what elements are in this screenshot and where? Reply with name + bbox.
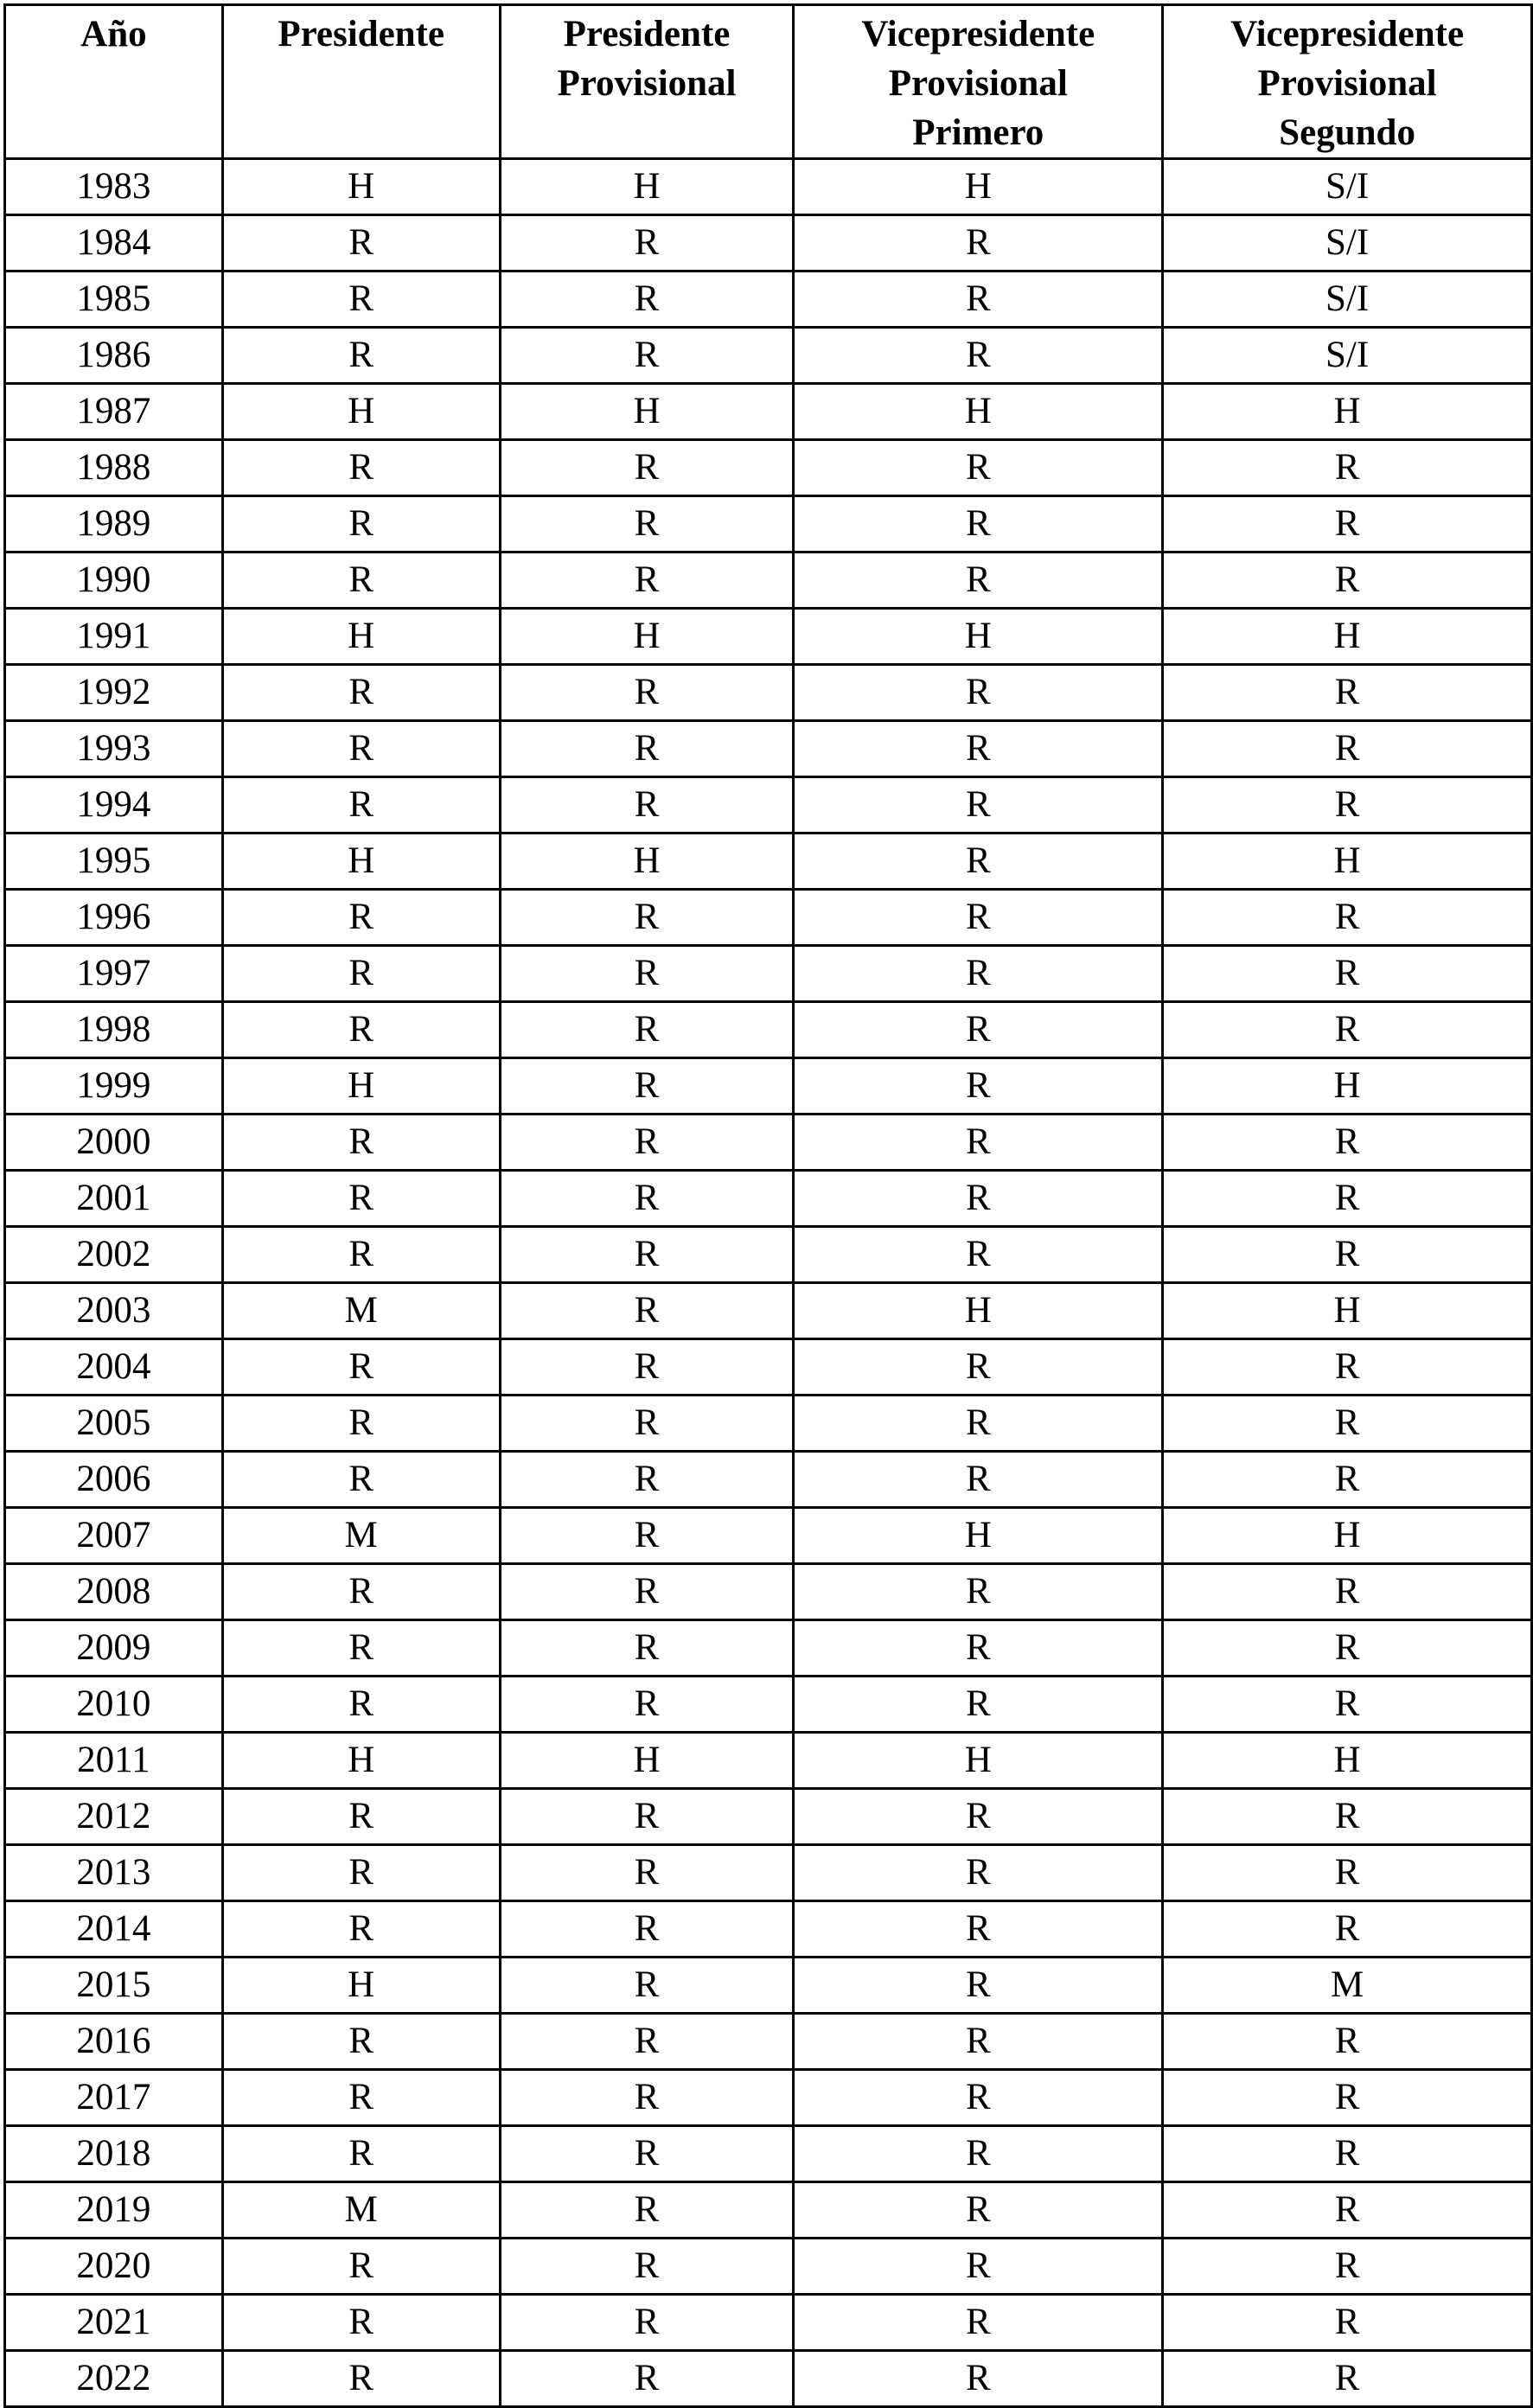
table-row — [5, 2182, 1532, 2239]
cell-vicepresidente-primero: R — [794, 1564, 1163, 1620]
cell-vicepresidente-segundo: S/I — [1163, 159, 1532, 215]
cell-vicepresidente-primero: R — [794, 1789, 1163, 1845]
cell-vicepresidente-segundo: R — [1163, 1227, 1532, 1283]
cell-presidente: H — [222, 159, 500, 215]
cell-ano: 2020 — [5, 2239, 223, 2295]
header-cell-presidente: Presidente — [222, 5, 500, 159]
cell-presidente-provisional: R — [500, 1396, 794, 1452]
cell-ano: 1997 — [5, 946, 223, 1002]
table-body — [5, 159, 1532, 2407]
cell-presidente: H — [222, 384, 500, 440]
cell-vicepresidente-segundo: R — [1163, 1564, 1532, 1620]
cell-vicepresidente-segundo: R — [1163, 2014, 1532, 2070]
table-row — [5, 1171, 1532, 1227]
cell-ano: 2018 — [5, 2126, 223, 2182]
cell-vicepresidente-primero: R — [794, 1452, 1163, 1508]
cell-vicepresidente-segundo: R — [1163, 665, 1532, 721]
cell-vicepresidente-primero: H — [794, 1733, 1163, 1789]
table-row — [5, 328, 1532, 384]
cell-vicepresidente-segundo: R — [1163, 2351, 1532, 2407]
cell-vicepresidente-primero: R — [794, 2239, 1163, 2295]
cell-vicepresidente-primero: R — [794, 1227, 1163, 1283]
cell-vicepresidente-primero: H — [794, 1283, 1163, 1339]
cell-vicepresidente-primero: R — [794, 721, 1163, 777]
cell-ano: 2007 — [5, 1508, 223, 1564]
table-row — [5, 2014, 1532, 2070]
cell-vicepresidente-primero: R — [794, 2126, 1163, 2182]
cell-presidente-provisional: R — [500, 2351, 794, 2407]
cell-vicepresidente-segundo: R — [1163, 1620, 1532, 1677]
cell-presidente: M — [222, 2182, 500, 2239]
cell-ano: 1984 — [5, 215, 223, 271]
cell-presidente-provisional: R — [500, 1115, 794, 1171]
cell-ano: 1988 — [5, 440, 223, 496]
table-row — [5, 271, 1532, 328]
cell-presidente: H — [222, 609, 500, 665]
cell-vicepresidente-segundo: S/I — [1163, 215, 1532, 271]
table-row — [5, 159, 1532, 215]
cell-presidente: H — [222, 1058, 500, 1115]
cell-vicepresidente-primero: R — [794, 2295, 1163, 2351]
cell-presidente: R — [222, 1620, 500, 1677]
cell-presidente-provisional: R — [500, 1789, 794, 1845]
cell-presidente: R — [222, 2070, 500, 2126]
cell-presidente-provisional: R — [500, 2014, 794, 2070]
cell-presidente-provisional: R — [500, 890, 794, 946]
cell-vicepresidente-primero: R — [794, 946, 1163, 1002]
table-row — [5, 1058, 1532, 1115]
cell-presidente: H — [222, 1733, 500, 1789]
cell-presidente: R — [222, 2295, 500, 2351]
cell-presidente-provisional: R — [500, 1845, 794, 1901]
cell-presidente-provisional: H — [500, 834, 794, 890]
cell-presidente: R — [222, 496, 500, 552]
cell-presidente: R — [222, 946, 500, 1002]
cell-presidente-provisional: R — [500, 1958, 794, 2014]
header-cell-presidente-provisional: Presidente Provisional — [500, 5, 794, 159]
cell-vicepresidente-primero: H — [794, 384, 1163, 440]
cell-vicepresidente-primero: R — [794, 496, 1163, 552]
cell-vicepresidente-segundo: R — [1163, 1901, 1532, 1958]
cell-presidente-provisional: R — [500, 1171, 794, 1227]
cell-vicepresidente-segundo: R — [1163, 1339, 1532, 1396]
cell-ano: 1983 — [5, 159, 223, 215]
cell-vicepresidente-primero: R — [794, 665, 1163, 721]
cell-vicepresidente-primero: R — [794, 328, 1163, 384]
table-row — [5, 552, 1532, 609]
cell-ano: 1991 — [5, 609, 223, 665]
table-row — [5, 1115, 1532, 1171]
table-row — [5, 1958, 1532, 2014]
cell-vicepresidente-segundo: H — [1163, 609, 1532, 665]
cell-ano: 2005 — [5, 1396, 223, 1452]
table-row — [5, 1901, 1532, 1958]
cell-vicepresidente-segundo: H — [1163, 1733, 1532, 1789]
cell-presidente: R — [222, 2014, 500, 2070]
cell-presidente-provisional: R — [500, 496, 794, 552]
table-row — [5, 384, 1532, 440]
cell-presidente-provisional: R — [500, 440, 794, 496]
cell-presidente: R — [222, 1845, 500, 1901]
cell-presidente-provisional: R — [500, 1901, 794, 1958]
cell-presidente: R — [222, 1171, 500, 1227]
cell-presidente: H — [222, 834, 500, 890]
cell-presidente: R — [222, 665, 500, 721]
cell-vicepresidente-segundo: R — [1163, 1452, 1532, 1508]
cell-vicepresidente-primero: R — [794, 1002, 1163, 1058]
cell-presidente-provisional: R — [500, 215, 794, 271]
cell-presidente-provisional: R — [500, 1002, 794, 1058]
header-cell-ano: Año — [5, 5, 223, 159]
cell-presidente: R — [222, 1227, 500, 1283]
cell-vicepresidente-primero: R — [794, 271, 1163, 328]
cell-vicepresidente-segundo: S/I — [1163, 271, 1532, 328]
cell-vicepresidente-segundo: R — [1163, 946, 1532, 1002]
cell-ano: 2016 — [5, 2014, 223, 2070]
cell-presidente-provisional: R — [500, 2126, 794, 2182]
cell-vicepresidente-primero: R — [794, 834, 1163, 890]
cell-ano: 1998 — [5, 1002, 223, 1058]
cell-ano: 2019 — [5, 2182, 223, 2239]
cell-vicepresidente-segundo: R — [1163, 552, 1532, 609]
cell-ano: 2009 — [5, 1620, 223, 1677]
cell-vicepresidente-primero: R — [794, 1620, 1163, 1677]
table-row — [5, 834, 1532, 890]
cell-presidente: R — [222, 721, 500, 777]
cell-presidente-provisional: R — [500, 1339, 794, 1396]
cell-presidente: R — [222, 271, 500, 328]
cell-presidente-provisional: R — [500, 1058, 794, 1115]
cell-presidente-provisional: R — [500, 1227, 794, 1283]
table-row — [5, 1396, 1532, 1452]
cell-presidente: R — [222, 1339, 500, 1396]
cell-presidente-provisional: H — [500, 384, 794, 440]
header-cell-vicepresidente-segundo: Vicepresidente Provisional Segundo — [1163, 5, 1532, 159]
cell-vicepresidente-primero: R — [794, 1339, 1163, 1396]
cell-vicepresidente-primero: R — [794, 1115, 1163, 1171]
cell-ano: 1994 — [5, 777, 223, 834]
table-row — [5, 2070, 1532, 2126]
cell-vicepresidente-segundo: R — [1163, 2070, 1532, 2126]
cell-presidente: R — [222, 2126, 500, 2182]
cell-presidente-provisional: R — [500, 552, 794, 609]
cell-vicepresidente-segundo: R — [1163, 440, 1532, 496]
cell-ano: 1985 — [5, 271, 223, 328]
cell-presidente-provisional: R — [500, 1508, 794, 1564]
cell-vicepresidente-primero: H — [794, 1508, 1163, 1564]
cell-presidente: R — [222, 552, 500, 609]
cell-presidente: R — [222, 1677, 500, 1733]
cell-vicepresidente-segundo: H — [1163, 384, 1532, 440]
table-row — [5, 946, 1532, 1002]
cell-presidente: R — [222, 215, 500, 271]
cell-presidente-provisional: R — [500, 2182, 794, 2239]
table-row — [5, 1002, 1532, 1058]
table-row — [5, 1508, 1532, 1564]
cell-presidente: R — [222, 1002, 500, 1058]
header-row — [5, 5, 1532, 159]
cell-vicepresidente-primero: R — [794, 1901, 1163, 1958]
table-row — [5, 2295, 1532, 2351]
cell-vicepresidente-segundo: R — [1163, 1396, 1532, 1452]
cell-vicepresidente-primero: R — [794, 1171, 1163, 1227]
cell-presidente-provisional: R — [500, 1564, 794, 1620]
table-row — [5, 1452, 1532, 1508]
cell-presidente-provisional: R — [500, 777, 794, 834]
table-container — [3, 3, 1533, 2408]
cell-presidente: R — [222, 1564, 500, 1620]
cell-vicepresidente-segundo: H — [1163, 834, 1532, 890]
cell-vicepresidente-segundo: R — [1163, 1845, 1532, 1901]
cell-vicepresidente-primero: H — [794, 609, 1163, 665]
cell-vicepresidente-segundo: R — [1163, 496, 1532, 552]
cell-vicepresidente-primero: R — [794, 890, 1163, 946]
table-row — [5, 1677, 1532, 1733]
cell-vicepresidente-primero: R — [794, 1677, 1163, 1733]
cell-presidente: R — [222, 1789, 500, 1845]
cell-ano: 2002 — [5, 1227, 223, 1283]
cell-vicepresidente-segundo: R — [1163, 2182, 1532, 2239]
cell-ano: 1996 — [5, 890, 223, 946]
cell-ano: 2008 — [5, 1564, 223, 1620]
authorities-table — [3, 3, 1533, 2408]
cell-vicepresidente-primero: R — [794, 777, 1163, 834]
cell-vicepresidente-primero: R — [794, 2182, 1163, 2239]
cell-presidente: R — [222, 2239, 500, 2295]
cell-ano: 2006 — [5, 1452, 223, 1508]
cell-vicepresidente-segundo: H — [1163, 1283, 1532, 1339]
cell-vicepresidente-primero: H — [794, 159, 1163, 215]
table-row — [5, 665, 1532, 721]
cell-ano: 1993 — [5, 721, 223, 777]
cell-ano: 2022 — [5, 2351, 223, 2407]
cell-presidente: R — [222, 328, 500, 384]
table-row — [5, 1283, 1532, 1339]
cell-vicepresidente-segundo: R — [1163, 721, 1532, 777]
cell-vicepresidente-primero: R — [794, 2351, 1163, 2407]
table-header — [5, 5, 1532, 159]
cell-vicepresidente-primero: R — [794, 2070, 1163, 2126]
cell-vicepresidente-segundo: R — [1163, 890, 1532, 946]
table-row — [5, 440, 1532, 496]
cell-vicepresidente-segundo: R — [1163, 2239, 1532, 2295]
cell-presidente: R — [222, 1115, 500, 1171]
cell-ano: 2014 — [5, 1901, 223, 1958]
cell-ano: 2000 — [5, 1115, 223, 1171]
table-row — [5, 609, 1532, 665]
cell-vicepresidente-segundo: H — [1163, 1058, 1532, 1115]
cell-presidente-provisional: R — [500, 665, 794, 721]
cell-presidente-provisional: R — [500, 271, 794, 328]
cell-presidente-provisional: R — [500, 721, 794, 777]
cell-ano: 2015 — [5, 1958, 223, 2014]
cell-vicepresidente-primero: R — [794, 2014, 1163, 2070]
table-row — [5, 1789, 1532, 1845]
cell-vicepresidente-segundo: H — [1163, 1508, 1532, 1564]
cell-ano: 1990 — [5, 552, 223, 609]
cell-ano: 2017 — [5, 2070, 223, 2126]
table-row — [5, 2351, 1532, 2407]
cell-presidente: M — [222, 1283, 500, 1339]
cell-presidente-provisional: R — [500, 2239, 794, 2295]
table-row — [5, 1339, 1532, 1396]
cell-vicepresidente-primero: R — [794, 1058, 1163, 1115]
table-row — [5, 215, 1532, 271]
cell-ano: 2011 — [5, 1733, 223, 1789]
cell-presidente-provisional: R — [500, 328, 794, 384]
cell-presidente: R — [222, 1396, 500, 1452]
cell-vicepresidente-segundo: R — [1163, 2126, 1532, 2182]
cell-vicepresidente-segundo: R — [1163, 1789, 1532, 1845]
cell-vicepresidente-primero: R — [794, 1958, 1163, 2014]
cell-ano: 1989 — [5, 496, 223, 552]
cell-vicepresidente-primero: R — [794, 215, 1163, 271]
cell-presidente-provisional: H — [500, 609, 794, 665]
table-row — [5, 1564, 1532, 1620]
cell-ano: 2012 — [5, 1789, 223, 1845]
cell-ano: 2013 — [5, 1845, 223, 1901]
cell-presidente-provisional: H — [500, 159, 794, 215]
table-row — [5, 777, 1532, 834]
table-row — [5, 1733, 1532, 1789]
cell-vicepresidente-segundo: R — [1163, 1115, 1532, 1171]
cell-presidente-provisional: R — [500, 1677, 794, 1733]
cell-ano: 2001 — [5, 1171, 223, 1227]
cell-presidente: R — [222, 2351, 500, 2407]
cell-vicepresidente-primero: R — [794, 1396, 1163, 1452]
cell-presidente-provisional: R — [500, 1283, 794, 1339]
cell-presidente-provisional: R — [500, 946, 794, 1002]
cell-ano: 1992 — [5, 665, 223, 721]
cell-presidente-provisional: R — [500, 2070, 794, 2126]
cell-presidente: M — [222, 1508, 500, 1564]
cell-vicepresidente-segundo: R — [1163, 1002, 1532, 1058]
cell-presidente: R — [222, 1452, 500, 1508]
table-row — [5, 1845, 1532, 1901]
cell-vicepresidente-segundo: S/I — [1163, 328, 1532, 384]
cell-vicepresidente-primero: R — [794, 440, 1163, 496]
cell-ano: 1986 — [5, 328, 223, 384]
cell-presidente-provisional: R — [500, 1452, 794, 1508]
header-cell-vicepresidente-primero: Vicepresidente Provisional Primero — [794, 5, 1163, 159]
cell-vicepresidente-segundo: R — [1163, 1677, 1532, 1733]
cell-presidente: R — [222, 777, 500, 834]
cell-ano: 1999 — [5, 1058, 223, 1115]
cell-vicepresidente-segundo: R — [1163, 777, 1532, 834]
cell-presidente: R — [222, 890, 500, 946]
cell-presidente-provisional: R — [500, 1620, 794, 1677]
table-row — [5, 1227, 1532, 1283]
cell-vicepresidente-segundo: R — [1163, 1171, 1532, 1227]
cell-presidente-provisional: R — [500, 2295, 794, 2351]
table-row — [5, 1620, 1532, 1677]
cell-ano: 1995 — [5, 834, 223, 890]
cell-ano: 2003 — [5, 1283, 223, 1339]
cell-presidente: H — [222, 1958, 500, 2014]
cell-vicepresidente-primero: R — [794, 552, 1163, 609]
cell-presidente-provisional: H — [500, 1733, 794, 1789]
cell-presidente: R — [222, 440, 500, 496]
table-row — [5, 2239, 1532, 2295]
cell-vicepresidente-segundo: M — [1163, 1958, 1532, 2014]
cell-ano: 1987 — [5, 384, 223, 440]
cell-presidente: R — [222, 1901, 500, 1958]
table-row — [5, 496, 1532, 552]
cell-ano: 2010 — [5, 1677, 223, 1733]
table-row — [5, 2126, 1532, 2182]
cell-ano: 2021 — [5, 2295, 223, 2351]
cell-vicepresidente-segundo: R — [1163, 2295, 1532, 2351]
table-row — [5, 890, 1532, 946]
cell-vicepresidente-primero: R — [794, 1845, 1163, 1901]
table-row — [5, 721, 1532, 777]
cell-ano: 2004 — [5, 1339, 223, 1396]
